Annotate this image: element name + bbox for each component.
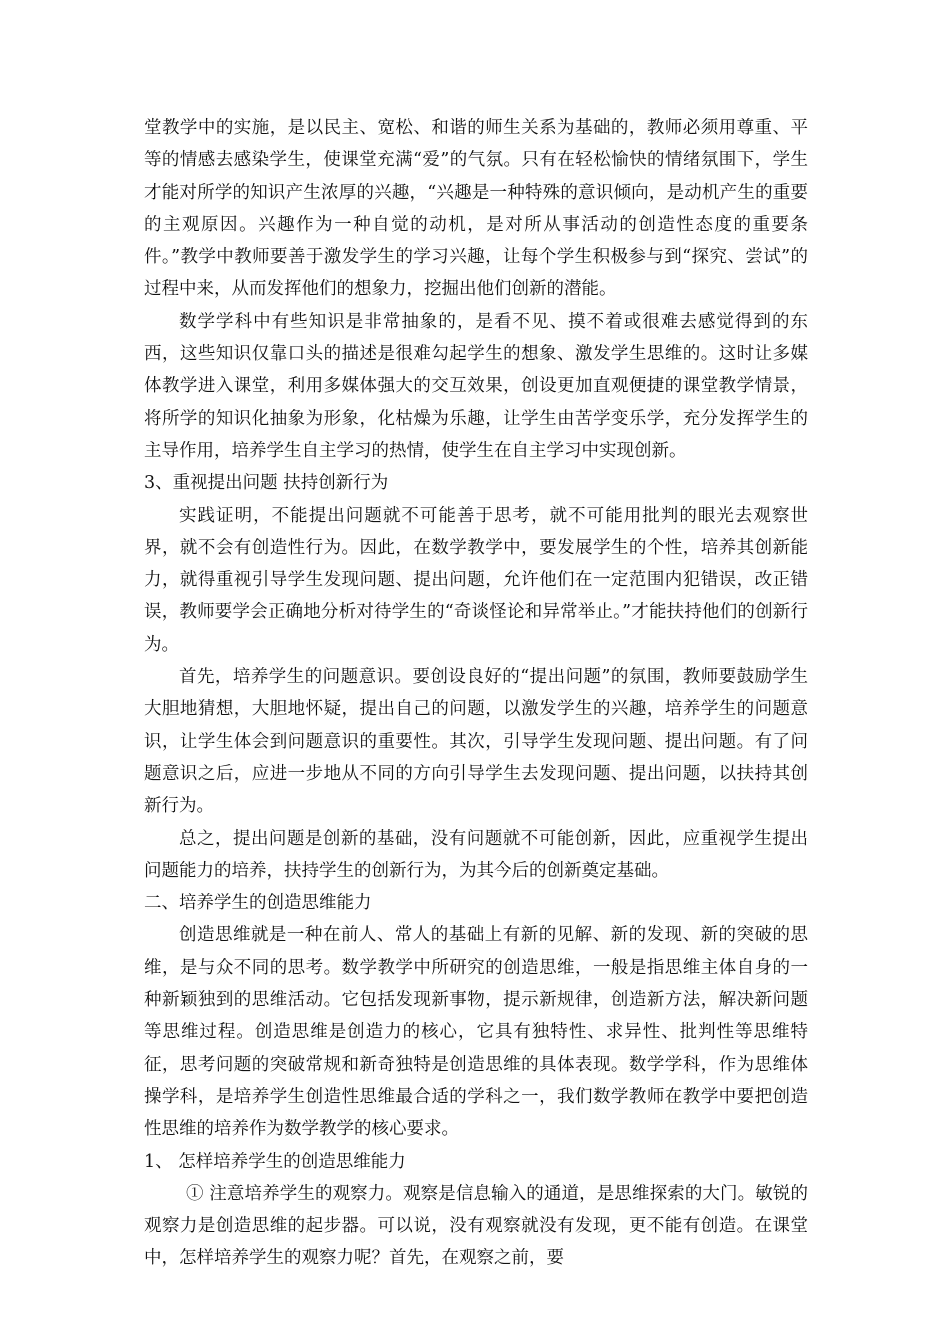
- paragraph-classroom-atmosphere: 堂教学中的实施，是以民主、宽松、和谐的师生关系为基础的，教师必须用尊重、平等的情感去感染学生，使课堂充满“爱”的气氛。只有在轻松愉快的情绪氛围下，学生才能对所学的知识产生浓厚的兴趣，“兴趣是一种特殊的意识倾向，是动机产生的重要的主观原因。兴趣作为一种自觉的动机，是对所从事活动的创造性态度的重要条件。”教学中教师要善于激发学生的学习兴趣，让每个学生积极参与到“探究、尝试”的过程中来，从而发挥他们的想象力，挖掘出他们创新的潜能。: [144, 118, 808, 300]
- paragraph-practice-proves: 实践证明，不能提出问题就不可能善于思考，就不可能用批判的眼光去观察世界，就不会有创造性行为。因此，在数学教学中，要发展学生的个性，培养其创新能力，就得重视引导学生发现问题、提出问题，允许他们在一定范围内犯错误，改正错误，教师要学会正确地分析对待学生的“奇谈怪论和异常举止。”才能扶持他们的创新行为。: [144, 505, 808, 655]
- paragraph-observation: ① 注意培养学生的观察力。观察是信息输入的通道，是思维探索的大门。敏锐的观察力是创造思维的起步器。可以说，没有观察就没有发现，更不能有创造。在课堂中，怎样培养学生的观察力呢？首先，在观察之前，要: [144, 1183, 808, 1269]
- section-heading-3: 3、重视提出问题 扶持创新行为: [144, 473, 389, 494]
- paragraph-problem-awareness: 首先，培养学生的问题意识。要创设良好的“提出问题”的氛围，教师要鼓励学生大胆地猜想，大胆地怀疑，提出自己的问题，以激发学生的兴趣，培养学生的问题意识，让学生体会到问题意识的重要性。其次，引导学生发现问题、提出问题。有了问题意识之后，应进一步地从不同的方向引导学生去发现问题、提出问题，以扶持其创新行为。: [144, 667, 808, 817]
- section-heading-1: 1、 怎样培养学生的创造思维能力: [144, 1151, 406, 1172]
- paragraph-summary: 总之，提出问题是创新的基础，没有问题就不可能创新，因此，应重视学生提出问题能力的培养，扶持学生的创新行为，为其今后的创新奠定基础。: [144, 828, 808, 881]
- paragraph-multimedia: 数学学科中有些知识是非常抽象的，是看不见、摸不着或很难去感觉得到的东西，这些知识仅靠口头的描述是很难勾起学生的想象、激发学生思维的。这时让多媒体教学进入课堂，利用多媒体强大的交互效果，创设更加直观便捷的课堂教学情景，将所学的知识化抽象为形象，化枯燥为乐趣，让学生由苦学变乐学，充分发挥学生的主导作用，培养学生自主学习的热情，使学生在自主学习中实现创新。: [144, 311, 808, 461]
- document-body: [144, 112, 808, 1275]
- paragraph-creative-thinking: 创造思维就是一种在前人、常人的基础上有新的见解、新的发现、新的突破的思维，是与众不同的思考。数学教学中所研究的创造思维，一般是指思维主体自身的一种新颖独到的思维活动。它包括发现新事物，提示新规律，创造新方法，解决新问题等思维过程。创造思维是创造力的核心，它具有独特性、求异性、批判性等思维特征，思考问题的突破常规和新奇独特是创造思维的具体表现。数学学科，作为思维体操学科，是培养学生创造性思维最合适的学科之一，我们数学教师在教学中要把创造性思维的培养作为数学教学的核心要求。: [144, 925, 808, 1140]
- chapter-heading-2: 二、培养学生的创造思维能力: [144, 893, 372, 914]
